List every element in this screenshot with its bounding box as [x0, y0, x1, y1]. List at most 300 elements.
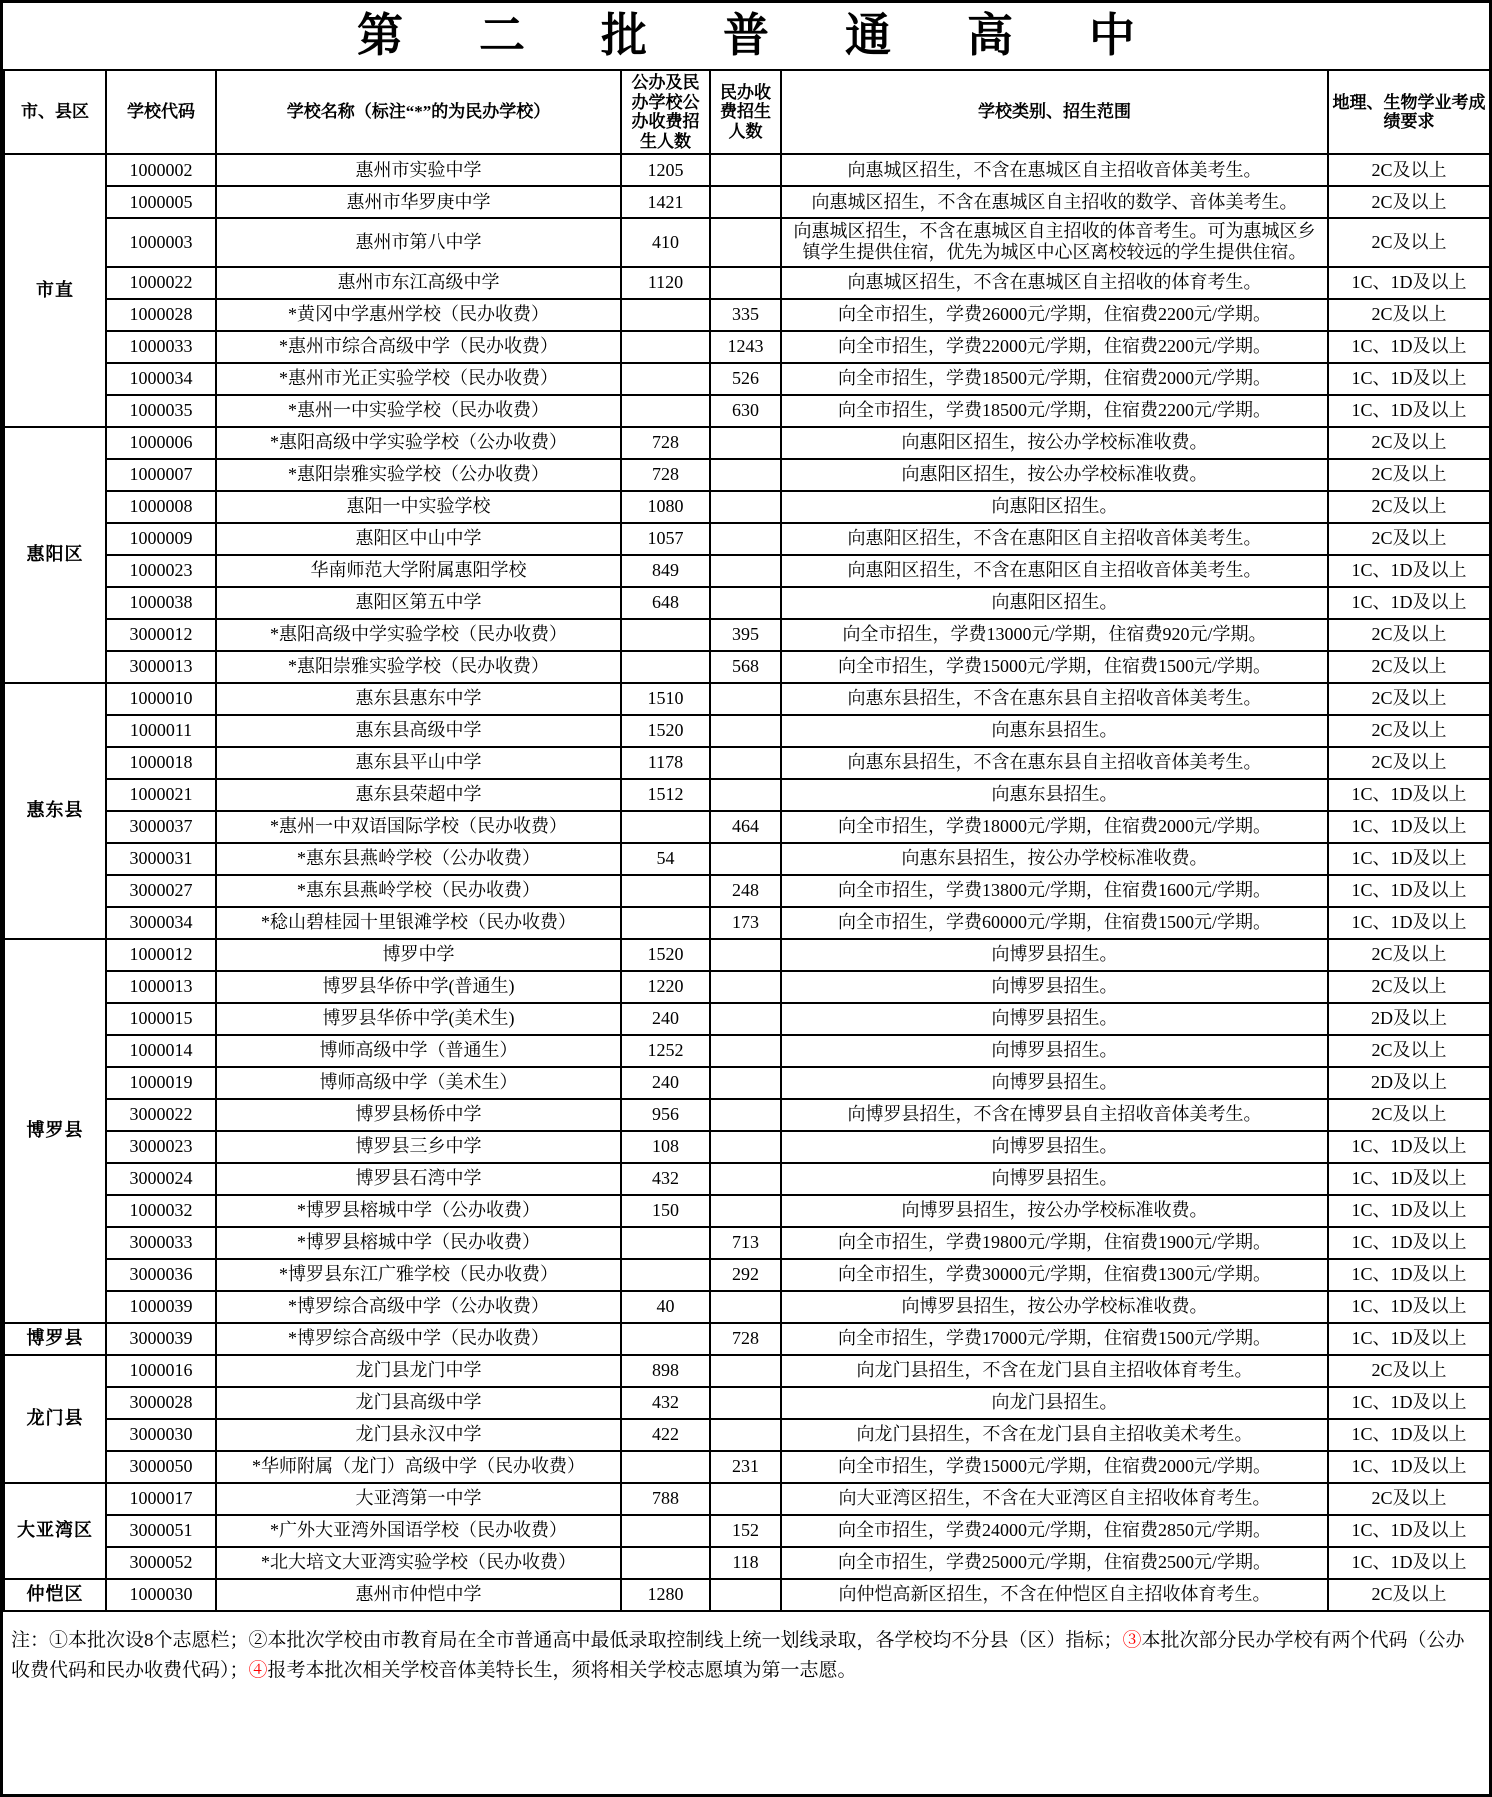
region-cell: 惠东县	[4, 683, 106, 939]
public-count-cell: 728	[621, 427, 710, 459]
requirement-cell: 2C及以上	[1328, 651, 1490, 683]
code-cell: 3000024	[106, 1163, 216, 1195]
scope-cell: 向龙门县招生，不含在龙门县自主招收体育考生。	[781, 1355, 1328, 1387]
table-row	[4, 939, 1490, 971]
code-cell: 1000015	[106, 1003, 216, 1035]
scope-cell: 向博罗县招生。	[781, 1067, 1328, 1099]
name-cell: *博罗综合高级中学（公办收费）	[216, 1291, 621, 1323]
requirement-cell: 1C、1D及以上	[1328, 843, 1490, 875]
scope-cell: 向仲恺高新区招生，不含在仲恺区自主招收体育考生。	[781, 1579, 1328, 1611]
scope-cell: 向博罗县招生，按公办学校标准收费。	[781, 1195, 1328, 1227]
public-count-cell: 1220	[621, 971, 710, 1003]
code-cell: 3000013	[106, 651, 216, 683]
name-cell: 博罗中学	[216, 939, 621, 971]
region-cell: 仲恺区	[4, 1579, 106, 1611]
code-cell: 3000037	[106, 811, 216, 843]
code-cell: 1000032	[106, 1195, 216, 1227]
scope-cell: 向惠城区招生，不含在惠城区自主招收音体美考生。	[781, 154, 1328, 186]
requirement-cell: 2C及以上	[1328, 154, 1490, 186]
name-cell: 惠东县平山中学	[216, 747, 621, 779]
scope-cell: 向全市招生，学费26000元/学期，住宿费2200元/学期。	[781, 299, 1328, 331]
scope-cell: 向惠阳区招生。	[781, 587, 1328, 619]
private-count-cell	[710, 1291, 781, 1323]
requirement-cell: 2C及以上	[1328, 939, 1490, 971]
scope-cell: 向博罗县招生。	[781, 1035, 1328, 1067]
name-cell: *惠阳崇雅实验学校（民办收费）	[216, 651, 621, 683]
private-count-cell	[710, 1003, 781, 1035]
requirement-cell: 1C、1D及以上	[1328, 1131, 1490, 1163]
code-cell: 3000030	[106, 1419, 216, 1451]
code-cell: 1000034	[106, 363, 216, 395]
private-count-cell	[710, 523, 781, 555]
public-count-cell: 648	[621, 587, 710, 619]
code-cell: 1000007	[106, 459, 216, 491]
table-row	[4, 1483, 1490, 1515]
private-count-cell	[710, 555, 781, 587]
requirement-cell: 2C及以上	[1328, 683, 1490, 715]
code-cell: 3000034	[106, 907, 216, 939]
code-cell: 1000013	[106, 971, 216, 1003]
private-count-cell: 630	[710, 395, 781, 427]
name-cell: 龙门县永汉中学	[216, 1419, 621, 1451]
private-count-cell: 173	[710, 907, 781, 939]
code-cell: 1000012	[106, 939, 216, 971]
private-count-cell	[710, 1131, 781, 1163]
table-row	[4, 395, 1490, 427]
name-cell: 惠州市东江高级中学	[216, 267, 621, 299]
scope-cell: 向博罗县招生。	[781, 1163, 1328, 1195]
requirement-cell: 2C及以上	[1328, 491, 1490, 523]
code-cell: 1000030	[106, 1579, 216, 1611]
name-cell: *惠阳高级中学实验学校（公办收费）	[216, 427, 621, 459]
scope-cell: 向惠城区招生，不含在惠城区自主招收的体育考生。	[781, 267, 1328, 299]
table-row	[4, 875, 1490, 907]
public-count-cell	[621, 811, 710, 843]
requirement-cell: 1C、1D及以上	[1328, 363, 1490, 395]
requirement-cell: 2D及以上	[1328, 1003, 1490, 1035]
scope-cell: 向全市招生，学费30000元/学期，住宿费1300元/学期。	[781, 1259, 1328, 1291]
requirement-cell: 2C及以上	[1328, 186, 1490, 218]
table-row	[4, 1547, 1490, 1579]
private-count-cell: 1243	[710, 331, 781, 363]
public-count-cell: 956	[621, 1099, 710, 1131]
name-cell: *稔山碧桂园十里银滩学校（民办收费）	[216, 907, 621, 939]
private-count-cell	[710, 1483, 781, 1515]
name-cell: 惠东县惠东中学	[216, 683, 621, 715]
public-count-cell: 1512	[621, 779, 710, 811]
public-count-cell	[621, 331, 710, 363]
public-count-cell: 422	[621, 1419, 710, 1451]
scope-cell: 向全市招生，学费18000元/学期，住宿费2000元/学期。	[781, 811, 1328, 843]
code-cell: 1000028	[106, 299, 216, 331]
requirement-cell: 1C、1D及以上	[1328, 1163, 1490, 1195]
private-count-cell	[710, 971, 781, 1003]
name-cell: *博罗县榕城中学（民办收费）	[216, 1227, 621, 1259]
table-row	[4, 491, 1490, 523]
scope-cell: 向全市招生，学费19800元/学期，住宿费1900元/学期。	[781, 1227, 1328, 1259]
name-cell: 博罗县华侨中学(美术生)	[216, 1003, 621, 1035]
table-row	[4, 1387, 1490, 1419]
name-cell: 龙门县高级中学	[216, 1387, 621, 1419]
name-cell: 博罗县杨侨中学	[216, 1099, 621, 1131]
name-cell: *华师附属（龙门）高级中学（民办收费）	[216, 1451, 621, 1483]
requirement-cell: 1C、1D及以上	[1328, 395, 1490, 427]
table-row	[4, 779, 1490, 811]
public-count-cell: 240	[621, 1067, 710, 1099]
name-cell: 惠东县高级中学	[216, 715, 621, 747]
scope-cell: 向全市招生，学费18500元/学期，住宿费2000元/学期。	[781, 363, 1328, 395]
name-cell: *惠东县燕岭学校（公办收费）	[216, 843, 621, 875]
public-count-cell: 54	[621, 843, 710, 875]
requirement-cell: 2C及以上	[1328, 1099, 1490, 1131]
scope-cell: 向惠东县招生，不含在惠东县自主招收音体美考生。	[781, 747, 1328, 779]
table-row	[4, 1579, 1490, 1611]
requirement-cell: 1C、1D及以上	[1328, 779, 1490, 811]
public-count-cell: 410	[621, 218, 710, 266]
private-count-cell	[710, 1099, 781, 1131]
table-row	[4, 459, 1490, 491]
name-cell: 博罗县华侨中学(普通生)	[216, 971, 621, 1003]
code-cell: 3000012	[106, 619, 216, 651]
scope-cell: 向博罗县招生，按公办学校标准收费。	[781, 1291, 1328, 1323]
public-count-cell: 432	[621, 1163, 710, 1195]
requirement-cell: 2C及以上	[1328, 1483, 1490, 1515]
public-count-cell: 1510	[621, 683, 710, 715]
table-row	[4, 651, 1490, 683]
requirement-cell: 2C及以上	[1328, 747, 1490, 779]
scope-cell: 向惠城区招生，不含在惠城区自主招收的数学、音体美考生。	[781, 186, 1328, 218]
public-count-cell: 1178	[621, 747, 710, 779]
public-count-cell: 1205	[621, 154, 710, 186]
footnote-red-marker: ④	[248, 1660, 268, 1682]
code-cell: 1000014	[106, 1035, 216, 1067]
private-count-cell	[710, 1387, 781, 1419]
private-count-cell	[710, 1067, 781, 1099]
code-cell: 3000022	[106, 1099, 216, 1131]
name-cell: 龙门县龙门中学	[216, 1355, 621, 1387]
table-row	[4, 1163, 1490, 1195]
name-cell: *惠阳高级中学实验学校（民办收费）	[216, 619, 621, 651]
requirement-cell: 2C及以上	[1328, 218, 1490, 266]
name-cell: *博罗县榕城中学（公办收费）	[216, 1195, 621, 1227]
code-cell: 1000009	[106, 523, 216, 555]
code-cell: 1000021	[106, 779, 216, 811]
requirement-cell: 1C、1D及以上	[1328, 1291, 1490, 1323]
code-cell: 3000031	[106, 843, 216, 875]
public-count-cell	[621, 363, 710, 395]
name-cell: 博罗县三乡中学	[216, 1131, 621, 1163]
code-cell: 3000052	[106, 1547, 216, 1579]
scope-cell: 向全市招生，学费22000元/学期，住宿费2200元/学期。	[781, 331, 1328, 363]
table-row	[4, 1451, 1490, 1483]
table-row	[4, 427, 1490, 459]
requirement-cell: 1C、1D及以上	[1328, 331, 1490, 363]
requirement-cell: 2C及以上	[1328, 1355, 1490, 1387]
private-count-cell: 568	[710, 651, 781, 683]
name-cell: *惠阳崇雅实验学校（公办收费）	[216, 459, 621, 491]
private-count-cell	[710, 1579, 781, 1611]
private-count-cell: 526	[710, 363, 781, 395]
public-count-cell	[621, 1547, 710, 1579]
table-row	[4, 218, 1490, 266]
public-count-cell	[621, 395, 710, 427]
code-cell: 1000010	[106, 683, 216, 715]
private-count-cell: 152	[710, 1515, 781, 1547]
scope-cell: 向大亚湾区招生，不含在大亚湾区自主招收体育考生。	[781, 1483, 1328, 1515]
code-cell: 1000017	[106, 1483, 216, 1515]
requirement-cell: 2D及以上	[1328, 1067, 1490, 1099]
name-cell: 博罗县石湾中学	[216, 1163, 621, 1195]
name-cell: 惠阳一中实验学校	[216, 491, 621, 523]
private-count-cell: 713	[710, 1227, 781, 1259]
scope-cell: 向惠东县招生，按公办学校标准收费。	[781, 843, 1328, 875]
private-count-cell	[710, 939, 781, 971]
private-count-cell	[710, 459, 781, 491]
public-count-cell	[621, 619, 710, 651]
name-cell: *惠州市光正实验学校（民办收费）	[216, 363, 621, 395]
code-cell: 1000018	[106, 747, 216, 779]
footnote-text: 本批次部分民办学校有两个代码（公办收费代码和民办收费代码）；	[11, 1629, 1465, 1682]
public-count-cell: 432	[621, 1387, 710, 1419]
private-count-cell	[710, 1419, 781, 1451]
code-cell: 1000005	[106, 186, 216, 218]
table-row	[4, 811, 1490, 843]
private-count-cell	[710, 1355, 781, 1387]
table-row	[4, 1291, 1490, 1323]
code-cell: 3000033	[106, 1227, 216, 1259]
footnote-red-marker: ③	[1122, 1629, 1142, 1651]
requirement-cell: 1C、1D及以上	[1328, 587, 1490, 619]
private-count-cell: 292	[710, 1259, 781, 1291]
col-header-name: 学校名称（标注“*”的为民办学校）	[216, 70, 621, 154]
table-row	[4, 971, 1490, 1003]
requirement-cell: 2C及以上	[1328, 427, 1490, 459]
col-header-private-count: 民办收费招生人数	[710, 70, 781, 154]
table-row	[4, 267, 1490, 299]
scope-cell: 向全市招生，学费15000元/学期，住宿费1500元/学期。	[781, 651, 1328, 683]
code-cell: 1000016	[106, 1355, 216, 1387]
scope-cell: 向全市招生，学费24000元/学期，住宿费2850元/学期。	[781, 1515, 1328, 1547]
scope-cell: 向博罗县招生。	[781, 939, 1328, 971]
code-cell: 1000033	[106, 331, 216, 363]
private-count-cell	[710, 747, 781, 779]
private-count-cell	[710, 186, 781, 218]
public-count-cell	[621, 1227, 710, 1259]
name-cell: 惠州市仲恺中学	[216, 1579, 621, 1611]
region-cell: 博罗县	[4, 1323, 106, 1355]
footnote-text: 报考本批次相关学校音体美特长生，须将相关学校志愿填为第一志愿。	[267, 1660, 857, 1682]
public-count-cell	[621, 651, 710, 683]
code-cell: 1000002	[106, 154, 216, 186]
private-count-cell: 335	[710, 299, 781, 331]
table-row	[4, 363, 1490, 395]
name-cell: *广外大亚湾外国语学校（民办收费）	[216, 1515, 621, 1547]
public-count-cell: 1421	[621, 186, 710, 218]
scope-cell: 向博罗县招生。	[781, 1003, 1328, 1035]
table-row	[4, 1035, 1490, 1067]
table-row	[4, 1323, 1490, 1355]
public-count-cell	[621, 299, 710, 331]
scope-cell: 向惠阳区招生。	[781, 491, 1328, 523]
schools-tbody	[4, 154, 1490, 1610]
name-cell: *博罗综合高级中学（民办收费）	[216, 1323, 621, 1355]
scope-cell: 向全市招生，学费25000元/学期，住宿费2500元/学期。	[781, 1547, 1328, 1579]
requirement-cell: 2C及以上	[1328, 1579, 1490, 1611]
header-row	[4, 70, 1490, 154]
requirement-cell: 1C、1D及以上	[1328, 267, 1490, 299]
name-cell: *惠东县燕岭学校（民办收费）	[216, 875, 621, 907]
private-count-cell	[710, 843, 781, 875]
code-cell: 3000023	[106, 1131, 216, 1163]
footnote	[3, 1612, 1489, 1687]
scope-cell: 向博罗县招生，不含在博罗县自主招收音体美考生。	[781, 1099, 1328, 1131]
public-count-cell: 898	[621, 1355, 710, 1387]
table-row	[4, 747, 1490, 779]
code-cell: 1000022	[106, 267, 216, 299]
table-row	[4, 1131, 1490, 1163]
public-count-cell: 1057	[621, 523, 710, 555]
name-cell: 惠阳区中山中学	[216, 523, 621, 555]
public-count-cell: 1252	[621, 1035, 710, 1067]
requirement-cell: 1C、1D及以上	[1328, 1451, 1490, 1483]
public-count-cell: 1520	[621, 939, 710, 971]
region-cell: 龙门县	[4, 1355, 106, 1483]
requirement-cell: 2C及以上	[1328, 971, 1490, 1003]
requirement-cell: 2C及以上	[1328, 715, 1490, 747]
requirement-cell: 2C及以上	[1328, 619, 1490, 651]
code-cell: 3000036	[106, 1259, 216, 1291]
table-row	[4, 331, 1490, 363]
name-cell: 惠州市华罗庚中学	[216, 186, 621, 218]
table-row	[4, 1099, 1490, 1131]
scope-cell: 向全市招生，学费60000元/学期，住宿费1500元/学期。	[781, 907, 1328, 939]
requirement-cell: 1C、1D及以上	[1328, 1547, 1490, 1579]
requirement-cell: 1C、1D及以上	[1328, 1419, 1490, 1451]
name-cell: 惠东县荣超中学	[216, 779, 621, 811]
table-row	[4, 154, 1490, 186]
table-row	[4, 555, 1490, 587]
private-count-cell	[710, 491, 781, 523]
requirement-cell: 1C、1D及以上	[1328, 811, 1490, 843]
requirement-cell: 2C及以上	[1328, 1035, 1490, 1067]
code-cell: 1000039	[106, 1291, 216, 1323]
table-row	[4, 1195, 1490, 1227]
private-count-cell	[710, 683, 781, 715]
scope-cell: 向全市招生，学费13000元/学期，住宿费920元/学期。	[781, 619, 1328, 651]
code-cell: 1000003	[106, 218, 216, 266]
private-count-cell: 231	[710, 1451, 781, 1483]
table-row	[4, 1259, 1490, 1291]
requirement-cell: 1C、1D及以上	[1328, 1227, 1490, 1259]
private-count-cell: 118	[710, 1547, 781, 1579]
public-count-cell: 1520	[621, 715, 710, 747]
table-row	[4, 843, 1490, 875]
table-row	[4, 715, 1490, 747]
private-count-cell	[710, 218, 781, 266]
name-cell: 博师高级中学（美术生）	[216, 1067, 621, 1099]
table-row	[4, 1515, 1490, 1547]
requirement-cell: 1C、1D及以上	[1328, 907, 1490, 939]
private-count-cell	[710, 1035, 781, 1067]
public-count-cell: 849	[621, 555, 710, 587]
code-cell: 1000019	[106, 1067, 216, 1099]
code-cell: 1000011	[106, 715, 216, 747]
public-count-cell: 1280	[621, 1579, 710, 1611]
public-count-cell: 788	[621, 1483, 710, 1515]
private-count-cell: 464	[710, 811, 781, 843]
scope-cell: 向全市招生，学费17000元/学期，住宿费1500元/学期。	[781, 1323, 1328, 1355]
public-count-cell: 728	[621, 459, 710, 491]
table-row	[4, 299, 1490, 331]
col-header-category: 学校类别、招生范围	[781, 70, 1328, 154]
table-row	[4, 587, 1490, 619]
requirement-cell: 1C、1D及以上	[1328, 1195, 1490, 1227]
public-count-cell: 1120	[621, 267, 710, 299]
table-row	[4, 186, 1490, 218]
name-cell: 惠州市实验中学	[216, 154, 621, 186]
requirement-cell: 1C、1D及以上	[1328, 555, 1490, 587]
scope-cell: 向惠阳区招生，按公办学校标准收费。	[781, 459, 1328, 491]
name-cell: *博罗县东江广雅学校（民办收费）	[216, 1259, 621, 1291]
public-count-cell: 108	[621, 1131, 710, 1163]
code-cell: 1000023	[106, 555, 216, 587]
public-count-cell: 1080	[621, 491, 710, 523]
col-header-public-count: 公办及民办学校公办收费招生人数	[621, 70, 710, 154]
scope-cell: 向全市招生，学费18500元/学期，住宿费2200元/学期。	[781, 395, 1328, 427]
name-cell: 惠州市第八中学	[216, 218, 621, 266]
code-cell: 1000006	[106, 427, 216, 459]
private-count-cell	[710, 587, 781, 619]
code-cell: 1000008	[106, 491, 216, 523]
requirement-cell: 1C、1D及以上	[1328, 1515, 1490, 1547]
scope-cell: 向博罗县招生。	[781, 1131, 1328, 1163]
public-count-cell	[621, 1323, 710, 1355]
public-count-cell	[621, 907, 710, 939]
private-count-cell	[710, 1163, 781, 1195]
code-cell: 3000050	[106, 1451, 216, 1483]
requirement-cell: 1C、1D及以上	[1328, 1259, 1490, 1291]
name-cell: *惠州市综合高级中学（民办收费）	[216, 331, 621, 363]
table-row	[4, 1227, 1490, 1259]
col-header-region: 市、县区	[4, 70, 106, 154]
requirement-cell: 2C及以上	[1328, 459, 1490, 491]
name-cell: *惠州一中双语国际学校（民办收费）	[216, 811, 621, 843]
table-header	[4, 70, 1490, 154]
scope-cell: 向博罗县招生。	[781, 971, 1328, 1003]
table-row	[4, 1419, 1490, 1451]
scope-cell: 向全市招生，学费13800元/学期，住宿费1600元/学期。	[781, 875, 1328, 907]
private-count-cell	[710, 267, 781, 299]
private-count-cell	[710, 715, 781, 747]
name-cell: 华南师范大学附属惠阳学校	[216, 555, 621, 587]
region-cell: 惠阳区	[4, 427, 106, 683]
scope-cell: 向惠阳区招生，按公办学校标准收费。	[781, 427, 1328, 459]
requirement-cell: 2C及以上	[1328, 299, 1490, 331]
requirement-cell: 2C及以上	[1328, 523, 1490, 555]
col-header-requirement: 地理、生物学业考成绩要求	[1328, 70, 1490, 154]
public-count-cell	[621, 875, 710, 907]
scope-cell: 向惠城区招生，不含在惠城区自主招收的体音考生。可为惠城区乡镇学生提供住宿，优先为城区中心区离校较远的学生提供住宿。	[781, 218, 1328, 266]
scope-cell: 向惠阳区招生，不含在惠阳区自主招收音体美考生。	[781, 555, 1328, 587]
table-row	[4, 1067, 1490, 1099]
code-cell: 3000039	[106, 1323, 216, 1355]
private-count-cell	[710, 779, 781, 811]
name-cell: 博师高级中学（普通生）	[216, 1035, 621, 1067]
table-row	[4, 907, 1490, 939]
footnote-text: 注：①本批次设8个志愿栏；②本批次学校由市教育局在全市普通高中最低录取控制线上统一划线录取，各学校均不分县（区）指标；	[11, 1629, 1123, 1651]
table-row	[4, 619, 1490, 651]
private-count-cell	[710, 427, 781, 459]
